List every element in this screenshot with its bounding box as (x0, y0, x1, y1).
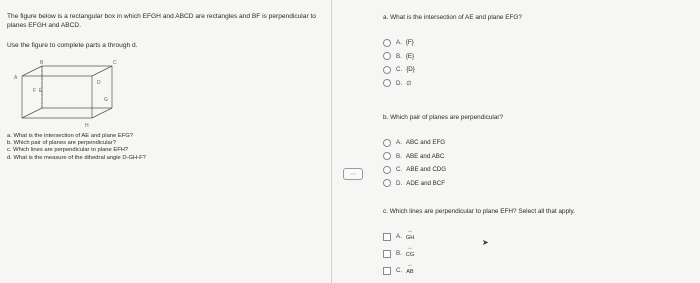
option-b-c[interactable]: C. ABE and CDG (383, 163, 446, 177)
option-a-b[interactable]: B. {E} (383, 50, 415, 64)
problem-panel (0, 0, 330, 283)
parts-list (7, 133, 146, 162)
label-g: G (104, 97, 108, 103)
problem-instruction: Use the figure to complete parts a through d. (7, 42, 138, 49)
option-a-a[interactable]: A. {F} (383, 36, 415, 50)
radio-button[interactable] (383, 39, 391, 47)
checkbox[interactable] (383, 233, 391, 241)
radio-button[interactable] (383, 166, 391, 174)
option-c-b[interactable]: B. ↔ CG (383, 245, 414, 262)
panel-splitter-handle[interactable]: ⋯ (343, 168, 363, 180)
label-a: A (14, 75, 18, 81)
option-c-a[interactable]: A. ↔ GH (383, 228, 414, 245)
question-b-options (383, 136, 446, 190)
checkbox[interactable] (383, 250, 391, 258)
radio-button[interactable] (383, 52, 391, 60)
question-b: b. Which pair of planes are perpendicular? (383, 114, 504, 121)
question-a: a. What is the intersection of AE and plane EFG? (383, 14, 522, 21)
panel-divider (331, 0, 332, 283)
radio-button[interactable] (383, 79, 391, 87)
label-f: F (33, 88, 37, 94)
checkbox[interactable] (383, 267, 391, 275)
label-h: H (85, 123, 89, 129)
answer-panel (368, 0, 698, 283)
part-c: c. Which lines are perpendicular to plane EFH? (7, 147, 129, 154)
radio-button[interactable] (383, 152, 391, 160)
label-e: E (39, 88, 43, 94)
mouse-cursor-icon: ➤ (482, 238, 489, 247)
radio-button[interactable] (383, 179, 391, 187)
option-b-a[interactable]: A. ABC and EFG (383, 136, 446, 150)
part-b: b. Which pair of planes are perpendicular? (7, 140, 116, 147)
question-c: c. Which lines are perpendicular to plane EFH? Select all that apply. (383, 208, 576, 215)
label-d: D (97, 80, 101, 86)
option-b-b[interactable]: B. ABE and ABC (383, 150, 446, 164)
question-a-options (383, 36, 415, 90)
box-figure (7, 56, 117, 131)
question-c-options (383, 228, 414, 279)
part-a: a. What is the intersection of AE and plane EFG? (7, 133, 133, 139)
label-c: C (113, 60, 117, 66)
option-c-c[interactable]: C. ↔ AB (383, 262, 414, 279)
problem-intro: The figure below is a rectangular box in which EFGH and ABCD are rectangles and BF is perpendicular to planes EFGH and ABCD. (7, 13, 316, 29)
radio-button[interactable] (383, 66, 391, 74)
option-a-c[interactable]: C. {D} (383, 63, 415, 77)
option-b-d[interactable]: D. ADE and BCF (383, 177, 446, 191)
option-a-d[interactable]: D. ∅ (383, 77, 415, 91)
label-b: B (40, 60, 44, 66)
radio-button[interactable] (383, 139, 391, 147)
part-d: d. What is the measure of the dihedral angle D-GH-F? (7, 154, 146, 161)
